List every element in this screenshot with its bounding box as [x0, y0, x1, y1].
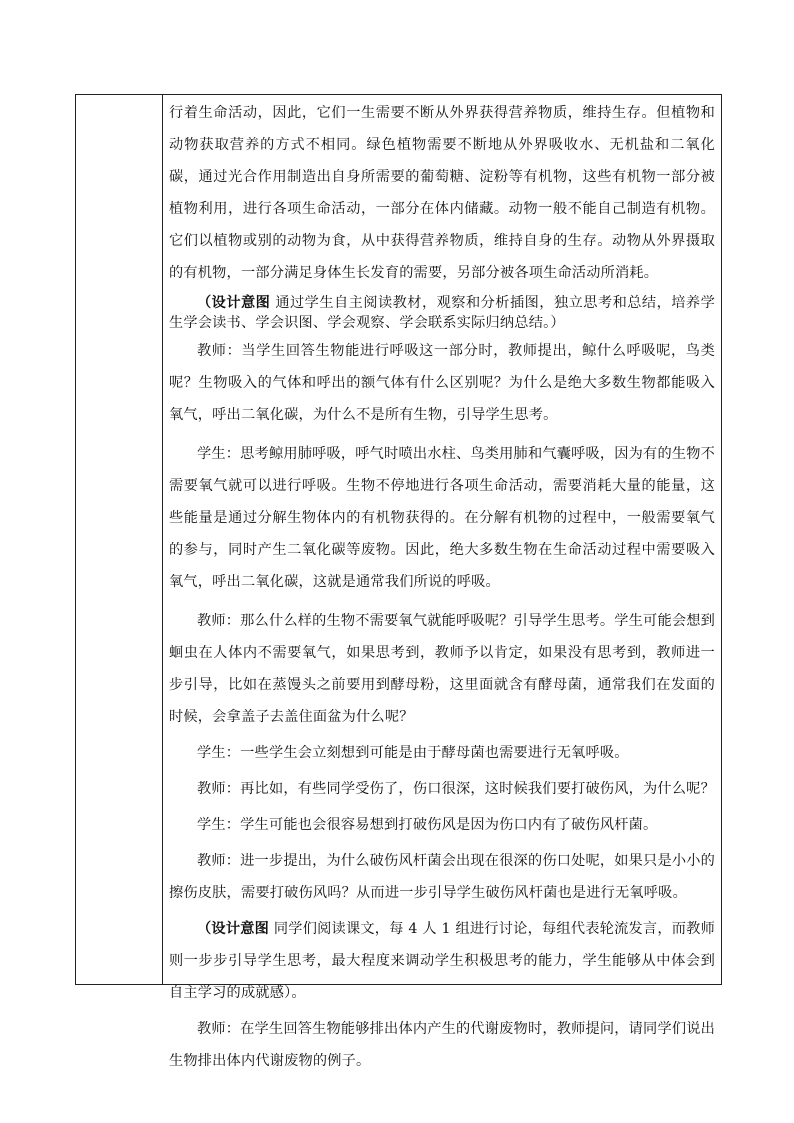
design-intent-1 — [169, 293, 715, 333]
table-left-column — [76, 95, 163, 984]
teacher-question-tetanus: 教师：再比如，有些同学受伤了，伤口很深，这时候我们要打破伤风，为什么呢？ — [197, 781, 715, 797]
design-intent-text: 同学们阅读课文，每 4 人 1 组进行讨论，每组代表轮流发言，而教师则一步步引导学生思考，最大程度来调动学生积极思考的能力，学生能够从中体会到自主学习的成就感）。 — [169, 921, 715, 1001]
design-intent-2 — [169, 913, 715, 1009]
table-content-column — [163, 95, 721, 1069]
teacher-question-anaerobic: 教师：那么什么样的生物不需要氧气就能呼吸呢？引导学生思考。学生可能会想到蛔虫在人体内不需要氧气，如果思考到，教师予以肯定，如果没有思考到，教师进一步引导，比如在蒸馒头之前要用到酵母粉，这里面就含有酵母菌，通常我们在发面的时候，会拿盖子去盖住面盆为什么呢？ — [169, 613, 715, 725]
student-answer-yeast: 学生：一些学生会立刻想到可能是由于酵母菌也需要进行无氧呼吸。 — [197, 745, 629, 761]
student-answer-breathing: 学生：思考鲸用肺呼吸，呼气时喷出水柱、鸟类用肺和气囊呼吸，因为有的生物不需要氧气就可以进行呼吸。生物不停地进行各项生命活动，需要消耗大量的能量，这些能量是通过分解生物体内的有机物获得的。在分解有机物的过程中，一般需要氧气的参与，同时产生二氧化碳等废物。因此，绝大多数生物在生命活动过程中需要吸入氧气，呼出二氧化碳，这就是通常我们所说的呼吸。 — [169, 446, 715, 590]
design-intent-text: 通过学生自主阅读教材，观察和分析插图，独立思考和总结，培养学生学会读书、学会识图、学会观察、学会联系实际归纳总结。） — [169, 295, 715, 331]
design-intent-label: （设计意图 — [197, 295, 271, 311]
design-intent-label: （设计意图 — [197, 921, 270, 937]
teacher-question-breathing: 教师：当学生回答生物能进行呼吸这一部分时，教师提出，鲸什么呼吸呢，鸟类呢？生物吸入的气体和呼出的额气体有什么区别呢？为什么是绝大多数生物都能吸入氧气，呼出二氧化碳，为什么不是所有生物，引导学生思考。 — [169, 343, 715, 423]
teacher-question-waste: 教师：在学生回答生物能够排出体内产生的代谢废物时，教师提问，请同学们说出生物排出体内代谢废物的例子。 — [169, 1021, 715, 1069]
teacher-further-question: 教师：进一步提出，为什么破伤风杆菌会出现在很深的伤口处呢，如果只是小小的擦伤皮肤，需要打破伤风吗？从而进一步引导学生破伤风杆菌也是进行无氧呼吸。 — [169, 853, 715, 901]
lesson-plan-table — [75, 94, 722, 1069]
student-answer-tetanus: 学生：学生可能也会很容易想到打破伤风是因为伤口内有了破伤风杆菌。 — [197, 817, 658, 833]
paragraph-nutrition: 行着生命活动，因此，它们一生需要不断从外界获得营养物质，维持生存。但植物和动物获取营养的方式不相同。绿色植物需要不断地从外界吸收水、无机盐和二氧化碳，通过光合作用制造出自身所需要的葡萄糖、淀粉等有机物，这些有机物一部分被植物利用，进行各项生命活动，一部分在体内储藏。动物一般不能自己制造有机物。它们以植物或别的动物为食，从中获得营养物质，维持自身的生存。动物从外界摄取的有机物，一部分满足身体生长发育的需要，另部分被各项生命活动所消耗。 — [169, 105, 715, 281]
